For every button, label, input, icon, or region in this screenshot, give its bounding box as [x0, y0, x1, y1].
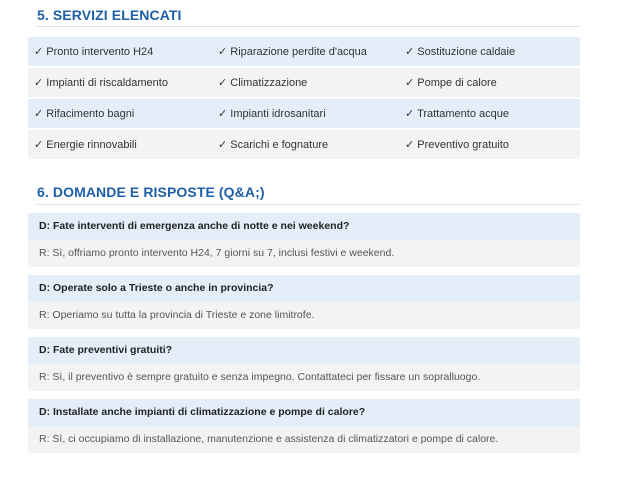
qa-item — [28, 275, 580, 329]
qa-question: D: Operate solo a Trieste o anche in provincia? — [28, 275, 580, 302]
services-row — [28, 68, 580, 97]
qa-item — [28, 213, 580, 267]
qa-question: D: Installate anche impianti di climatizzazione e pompe di calore? — [28, 399, 580, 426]
service-item: ✓ Pompe di calore — [399, 68, 580, 97]
services-section-title: 5. SERVIZI ELENCATI — [37, 7, 182, 23]
qa-list — [28, 213, 580, 461]
service-item: ✓ Riparazione perdite d'acqua — [212, 37, 399, 66]
service-item: ✓ Sostituzione caldaie — [399, 37, 580, 66]
qa-item — [28, 337, 580, 391]
service-item: ✓ Scarichi e fognature — [212, 130, 399, 159]
qa-question: D: Fate interventi di emergenza anche di notte e nei weekend? — [28, 213, 580, 240]
service-item: ✓ Preventivo gratuito — [399, 130, 580, 159]
service-item: ✓ Trattamento acque — [399, 99, 580, 128]
qa-question: D: Fate preventivi gratuiti? — [28, 337, 580, 364]
qa-answer: R: Sì, offriamo pronto intervento H24, 7 giorni su 7, inclusi festivi e weekend. — [28, 240, 580, 267]
service-item: ✓ Energie rinnovabili — [28, 130, 212, 159]
qa-answer: R: Sì, il preventivo è sempre gratuito e senza impegno. Contattateci per fissare un sopralluogo. — [28, 364, 580, 391]
services-row — [28, 37, 580, 66]
qa-title-divider — [37, 204, 579, 205]
services-table — [28, 35, 580, 161]
service-item: ✓ Climatizzazione — [212, 68, 399, 97]
service-item: ✓ Rifacimento bagni — [28, 99, 212, 128]
qa-answer: R: Sì, ci occupiamo di installazione, manutenzione e assistenza di climatizzatori e pompe di calore. — [28, 426, 580, 453]
services-row — [28, 99, 580, 128]
services-title-divider — [37, 26, 579, 27]
qa-item — [28, 399, 580, 453]
qa-answer: R: Operiamo su tutta la provincia di Trieste e zone limitrofe. — [28, 302, 580, 329]
service-item: ✓ Pronto intervento H24 — [28, 37, 212, 66]
service-item: ✓ Impianti idrosanitari — [212, 99, 399, 128]
services-row — [28, 130, 580, 159]
qa-section-title: 6. DOMANDE E RISPOSTE (Q&A;) — [37, 184, 265, 200]
service-item: ✓ Impianti di riscaldamento — [28, 68, 212, 97]
